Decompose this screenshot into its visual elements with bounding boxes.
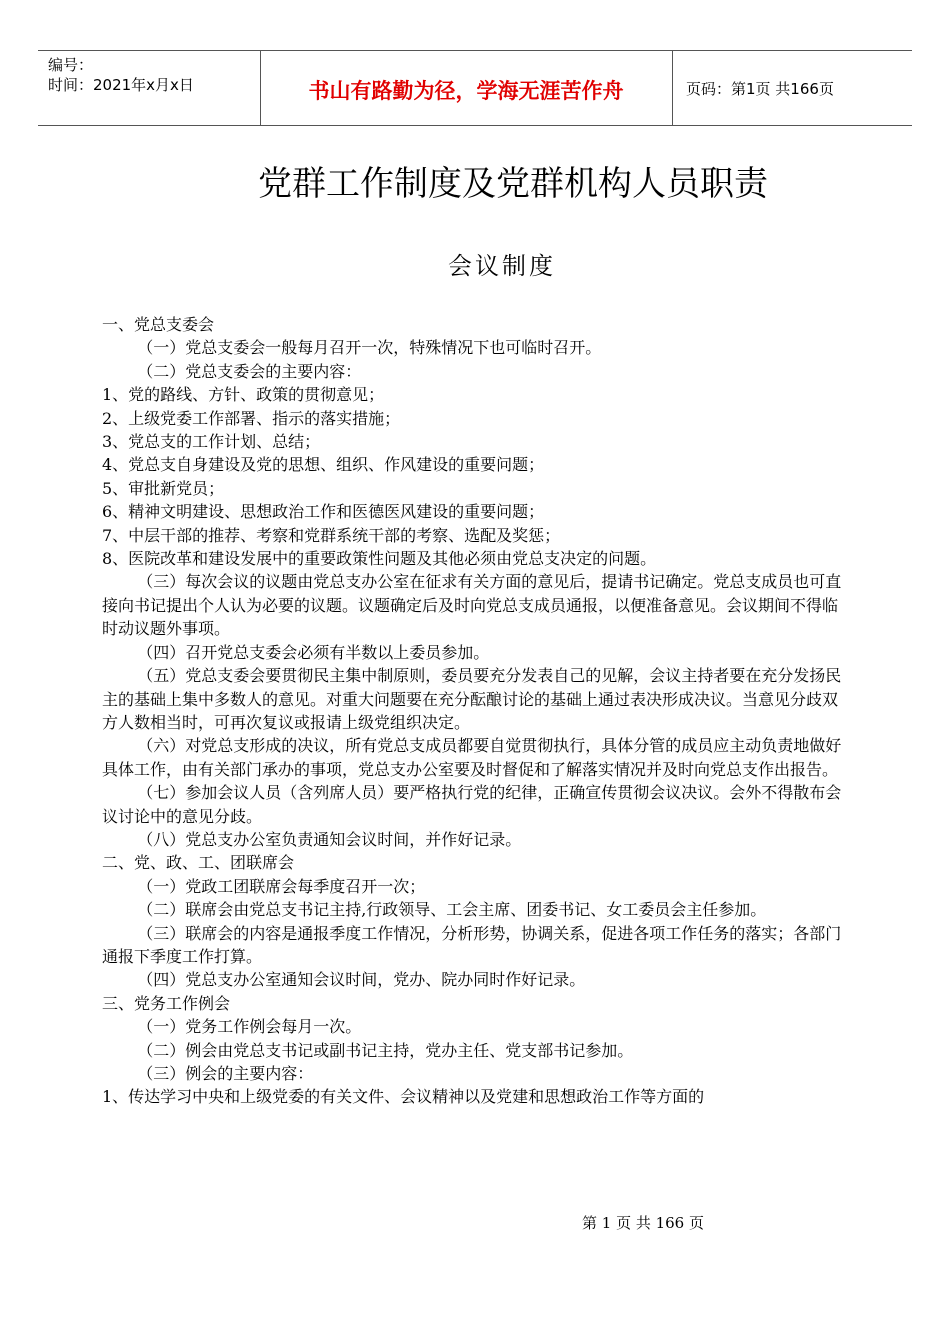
body-paragraph: 8、医院改革和建设发展中的重要政策性问题及其他必须由党总支决定的问题。 [102, 549, 657, 569]
body-paragraph: 2、上级党委工作部署、指示的落实措施； [102, 408, 401, 428]
body-paragraph: （三）每次会议的议题由党总支办公室在征求有关方面的意见后，提请书记确定。党总支成员也可直接向书记提出个人认为必要的议题。议题确定后及时向党总支成员通报，以便准备意见。会议期间不得临时动议题外事项。 [102, 572, 842, 639]
body-paragraph: 4、党总支自身建设及党的思想、组织、作风建设的重要问题； [102, 455, 545, 475]
body-paragraph: （三）联席会的内容是通报季度工作情况，分析形势，协调关系，促进各项工作任务的落实；各部门通报下季度工作打算。 [102, 923, 842, 966]
body-paragraph: 5、审批新党员； [102, 478, 225, 498]
body-paragraph: （二）党总支委会的主要内容： [137, 361, 362, 381]
body-paragraph: 二、党、政、工、团联席会 [102, 853, 295, 873]
body-paragraph: （一）党政工团联席会每季度召开一次； [137, 876, 426, 896]
body-paragraph: 3、党总支的工作计划、总结； [102, 432, 321, 452]
page-header [38, 50, 912, 126]
body-paragraph: （四）召开党总支委会必须有半数以上委员参加。 [137, 642, 490, 662]
header-page-info: 页码：第1页 共166页 [686, 80, 834, 98]
body-paragraph: 一、党总支委会 [102, 315, 215, 334]
body-paragraph: 1、党的路线、方针、政策的贯彻意见； [102, 385, 385, 405]
body-paragraph: （五）党总支委会要贯彻民主集中制原则，委员要充分发表自己的见解，会议主持者要在充分发扬民主的基础上集中多数人的意见。对重大问题要在充分酝酿讨论的基础上通过表决形成决议。当意见分歧双方人数相当时，可再次复议或报请上级党组织决定。 [102, 666, 842, 732]
body-paragraph: 6、精神文明建设、思想政治工作和医德医风建设的重要问题； [102, 502, 545, 522]
document-date: 时间：2021年x月x日 [48, 76, 194, 94]
section-subtitle: 会议制度 [448, 252, 556, 280]
body-paragraph: （一）党务工作例会每月一次。 [137, 1017, 362, 1037]
document-title: 党群工作制度及党群机构人员职责 [258, 164, 768, 204]
body-paragraph: （二）例会由党总支书记或副书记主持，党办主任、党支部书记参加。 [137, 1040, 634, 1060]
body-paragraph: （六）对党总支形成的决议，所有党总支成员都要自觉贯彻执行，具体分管的成员应主动负责地做好具体工作，由有关部门承办的事项，党总支办公室要及时督促和了解落实情况并及时向党总支作出报告。 [102, 736, 842, 779]
body-paragraph: （二）联席会由党总支书记主持,行政领导、工会主席、团委书记、女工委员会主任参加。 [137, 900, 767, 920]
body-paragraph: （八）党总支办公室负责通知会议时间，并作好记录。 [137, 829, 522, 849]
body-paragraph: （一）党总支委会一般每月召开一次，特殊情况下也可临时召开。 [137, 338, 602, 358]
body-paragraph: （三）例会的主要内容： [137, 1064, 314, 1083]
header-motto: 书山有路勤为径，学海无涯苦作舟 [308, 79, 624, 103]
document-body [102, 313, 852, 1109]
body-paragraph: 1、传达学习中央和上级党委的有关文件、会议精神以及党建和思想政治工作等方面的 [102, 1087, 705, 1107]
header-divider [672, 51, 673, 125]
page-footer: 第 1 页 共 166 页 [581, 1214, 704, 1232]
body-paragraph: （七）参加会议人员（含列席人员）要严格执行党的纪律，正确宣传贯彻会议决议。会外不得散布会议讨论中的意见分歧。 [102, 783, 842, 826]
body-paragraph: 7、中层干部的推荐、考察和党群系统干部的考察、选配及奖惩； [102, 525, 561, 545]
body-paragraph: 三、党务工作例会 [102, 993, 231, 1013]
header-meta [48, 55, 194, 95]
body-paragraph: （四）党总支办公室通知会议时间，党办、院办同时作好记录。 [137, 970, 586, 990]
document-number-label: 编号： [48, 56, 94, 74]
